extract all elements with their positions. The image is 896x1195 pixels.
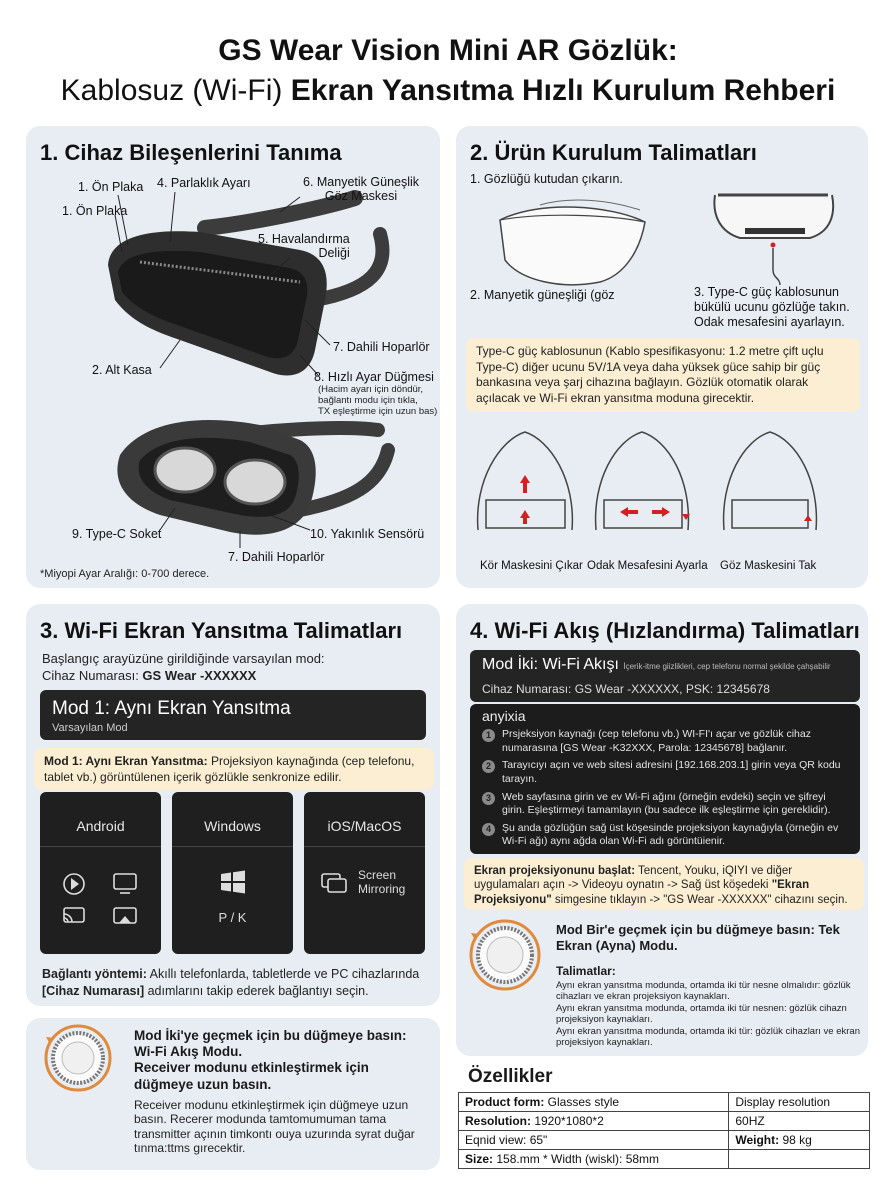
mode2-note: İçerik-itme giizlikleri, cep telefonu normal şekilde çahşabilir: [623, 662, 831, 671]
myopia-footnote: *Miyopi Ayar Aralığı: 0-700 derece.: [40, 568, 210, 580]
device-number: GS Wear -XXXXXX: [142, 668, 257, 683]
mode1-title: Mod 1: Aynı Ekran Yansıtma: [52, 698, 291, 719]
install-step-3: 3. Type-C güç kablosunun bükülü ucunu gözlüğe takın. Odak mesafesini ayarlayın.: [694, 285, 850, 329]
spec-key: Product form:: [465, 1095, 545, 1109]
specs-table: [458, 1092, 870, 1169]
proj-bold-2: "Ekran Projeksiyonu": [474, 879, 810, 906]
label-proximity-sensor: 10. Yakınlık Sensörü: [310, 527, 425, 541]
os-name-android: Android: [76, 818, 125, 834]
spec-key: Resolution:: [465, 1114, 531, 1128]
proj-text-2: simgesine tıklayın -> "GS Wear -XXXXXX" cihazını seçin.: [551, 893, 848, 906]
subtitle-normal: Kablosuz (Wi-Fi): [60, 74, 291, 107]
label-volume-button-note: (Hacim ayarı için döndür, bağlantı modu için tıkla, TX eşleştirme için uzun bas): [318, 384, 438, 417]
device-prefix: Cihaz Numarası:: [42, 668, 143, 683]
os-name-ios: iOS/MacOS: [327, 818, 402, 834]
step-text: Web sayfasına girin ve ev Wi-Fi ağını (örneğin evdeki) seçin ve şifreyi girin. Eşleştirmeyi tamamlayın (bu sadece ilk eşleştirme için gereklidir).: [502, 790, 831, 817]
label-brightness: 4. Parlaklık Ayarı: [157, 176, 251, 190]
section2-title: 2. Ürün Kurulum Talimatları: [470, 140, 757, 165]
windows-shortcut: P / K: [218, 910, 247, 925]
conn-text-2: adımlarını takip ederek bağlantıyı seçin.: [144, 983, 369, 998]
install-step-1: 1. Gözlüğü kutudan çıkarın.: [470, 172, 623, 186]
spec-cell: [459, 1093, 729, 1112]
spec-value: 60HZ: [735, 1114, 765, 1128]
table-row: [459, 1150, 870, 1169]
step-text: Tarayıcıyı açın ve web sitesi adresini [192.168.203.1] girin veya QR kodu tarayın.: [502, 759, 841, 785]
section3-title: 3. Wi-Fi Ekran Yansıtma Talimatları: [40, 618, 403, 643]
step-text: Prsjeksiyon kaynağı (cep telefonu vb.) WI-FI'ı açar ve gözlük cihaz numarasına [GS Wear -K32XXX, Parola: 12345678] bağlanır.: [502, 728, 811, 754]
label-volume-button: 8. Hızlı Ayar Düğmesi: [314, 370, 434, 384]
default-mode-intro: Başlangıç arayüzüne girildiğinde varsayılan mod:: [42, 651, 325, 666]
mode2-heading-1: Mod İki'ye geçmek için bu düğmeye basın:: [134, 1028, 407, 1043]
install-step-2: 2. Manyetik güneşliği (göz: [470, 288, 615, 302]
mode1-button-heading: Mod Bir'e geçmek için bu düğmeye basın: Tek Ekran (Ayna) Modu.: [556, 922, 840, 954]
screen-mirroring-label: Screen Mirroring: [358, 868, 406, 897]
label-front-plate-a: 1. Ön Plaka: [78, 180, 144, 194]
power-callout: Type-C güç kablosunun (Kablo spesifikasyonu: 1.2 metre çift uçlu Type-C) diğer ucunu 5V/1A veya daha yüksek güce sahip bir güç bankasına veya şarj cihazına bağlayın. Gözlük otomatik olarak açılacak ve Wi-Fi ekran yansıtma moduna girecektir.: [466, 338, 860, 412]
step-text: Şu anda gözlüğün sağ üst köşesinde projeksiyon kaynağıyla (örneğin ev Wi-Fi ağı) aynı ağda olan Wi-Fi adı görüntüienir.: [502, 821, 839, 848]
spec-cell: [729, 1131, 870, 1150]
specs-title: Özellikler: [468, 1066, 553, 1087]
table-row: [459, 1093, 870, 1112]
label-speaker: 7. Dahili Hoparlör: [333, 340, 430, 354]
spec-value: 98 kg: [779, 1133, 812, 1147]
mode2-device-line: Cihaz Numarası: GS Wear -XXXXXX, PSK: 12345678: [482, 682, 770, 696]
label-front-plate-b: 1. Ön Plaka: [62, 204, 128, 218]
proj-text-1: Tencent, Youku, iQIYI ve diğer uygulamaları açın -> Videoyu oynatın -> Sağ üst köşedeki: [474, 865, 793, 892]
spec-cell: [459, 1150, 729, 1169]
mode2-heading: [134, 1028, 407, 1093]
spec-key: Size:: [465, 1152, 494, 1166]
steps-subheading: anyixia: [482, 708, 526, 724]
spec-value: 1920*1080*2: [531, 1114, 604, 1128]
section1-title: 1. Cihaz Bileşenlerini Tanıma: [40, 140, 342, 165]
mode2-heading-4: düğmeye uzun basın.: [134, 1076, 272, 1092]
os-name-windows: Windows: [204, 818, 261, 834]
spec-value: Display resolution: [735, 1095, 831, 1109]
spec-cell: [729, 1093, 870, 1112]
spec-cell: [459, 1131, 729, 1150]
conn-text-1: Akıllı telefonlarda, tabletlerde ve PC cihazlarında: [146, 967, 420, 981]
page-title: GS Wear Vision Mini AR Gözlük:: [218, 34, 678, 67]
table-row: [459, 1131, 870, 1150]
mode2-heading-2: Wi-Fi Akış Modu.: [134, 1044, 243, 1060]
label-speaker-2: 7. Dahili Hoparlör: [228, 550, 325, 564]
spec-value: 158.mm * Width (wiskl): 58mm: [493, 1152, 660, 1166]
spec-cell: [729, 1150, 870, 1169]
mode2-heading-3: Receiver modunu etkinleştirmek için: [134, 1060, 369, 1076]
step-number: 3: [482, 792, 495, 805]
proj-bold: Ekran projeksiyonunu başlat:: [474, 865, 636, 877]
spec-cell: [459, 1112, 729, 1131]
instruction-line: Aynı ekran yansıtma modunda, ortamda iki tür nesne olmalıdır: gözlük cihazları ve ekran projeksiyon kaynakları.: [556, 980, 851, 1003]
label-sunshade: 6. Manyetik Güneşlik Göz Maskesi: [303, 175, 420, 203]
instruction-line: Aynı ekran yansıtma modunda, ortamda iki tür nesnen: gözlük cihazn projeksiyon kaynakları.: [556, 1002, 847, 1026]
mode1-desc-text: Projeksiyon kaynağında (cep telefonu, tablet vb.) görüntülenen içerik gözlükle senkronize edilir.: [44, 754, 415, 784]
label-typec-socket: 9. Type-C Soket: [72, 527, 162, 541]
spec-value: Eqnid view: 65": [465, 1133, 548, 1147]
instruction-line: Aynı ekran yansıtma modunda, ortamda iki tür: gözlük cihazları ve ekran projeksiyon kaynakları.: [556, 1025, 860, 1048]
conn-bold-2: [Cihaz Numarası]: [42, 983, 145, 998]
caption-adjust-focus: Odak Mesafesini Ayarla: [587, 560, 708, 572]
instructions-title: Talimatlar:: [556, 964, 616, 978]
subtitle-bold: Ekran Yansıtma Hızlı Kurulum Rehberi: [290, 74, 836, 107]
spec-key: Weight:: [735, 1133, 780, 1147]
caption-attach-mask: Göz Maskesini Tak: [720, 560, 817, 572]
spec-cell: [729, 1112, 870, 1131]
mode1-subtitle: Varsayılan Mod: [52, 722, 128, 734]
receiver-mode-body: Receiver modunu etkinleştirmek için düğmeye uzun basın. Recerer modunda tamtomumuman tama transmitter açının timkontı ouya uzurında syrat duğar tınma:ttms gırecektir.: [134, 1098, 415, 1156]
conn-bold: Bağlantı yöntemi:: [42, 967, 147, 981]
caption-remove-mask: Kör Maskesini Çıkar: [480, 560, 583, 572]
spec-value: Glasses style: [544, 1095, 620, 1109]
step-number: 2: [482, 760, 495, 773]
step-number: 4: [482, 823, 495, 836]
label-vent: 5. Havalandırma Deliği: [258, 232, 350, 261]
table-row: [459, 1112, 870, 1131]
label-bottom-case: 2. Alt Kasa: [92, 363, 152, 377]
mode2-title-text: Mod İki: Wi-Fi Akışı: [482, 656, 619, 673]
step-number: 1: [482, 729, 495, 742]
section4-title: 4. Wi-Fi Akış (Hızlandırma) Talimatları: [470, 618, 860, 643]
mode1-desc-bold: Mod 1: Aynı Ekran Yansıtma:: [44, 754, 208, 768]
